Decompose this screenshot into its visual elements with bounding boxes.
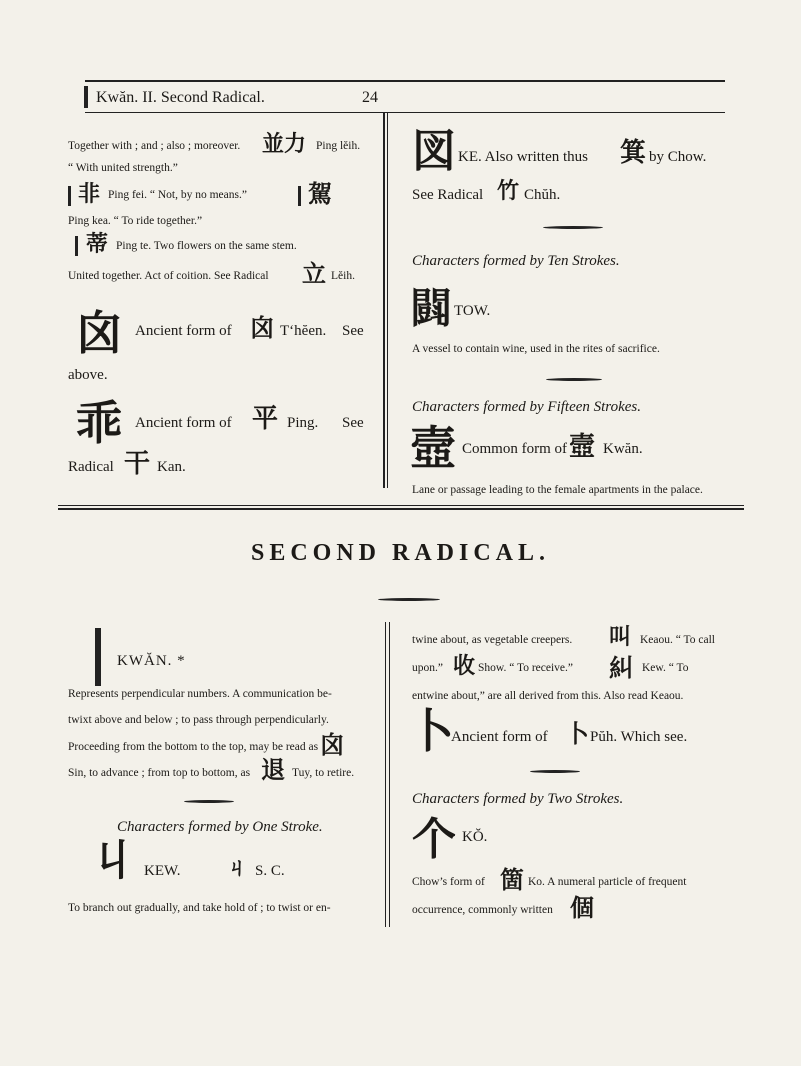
bl-p2: twixt above and below ; to pass through perpendicularly. — [68, 714, 329, 726]
br-l1-reading: Keaou. “ To call — [640, 634, 715, 646]
tr-section2-heading: Characters formed by Fifteen Strokes. — [412, 399, 641, 415]
bl-entry-reading2: S. C. — [255, 863, 285, 879]
bl-section-heading: Characters formed by One Stroke. — [117, 819, 323, 835]
tl-entry2-text: Ancient form of — [135, 415, 232, 431]
tl-line4: Ping kea. “ To ride together.” — [68, 215, 203, 227]
bl-p3-char: 囟 — [320, 731, 344, 759]
br-l2-reading: Kew. “ To — [642, 662, 689, 674]
tl-radical-stroke-3 — [75, 236, 78, 256]
br-entry2-text: Chow’s form of — [412, 876, 485, 888]
header-top-rule — [85, 80, 725, 82]
page-number: 24 — [362, 89, 378, 106]
tl-entry1-reading: T‘hĕen. — [280, 323, 327, 339]
column-divider-top-2 — [387, 113, 388, 488]
tl-entry1-see: See — [342, 323, 364, 339]
tl-radical-stroke-2 — [298, 186, 301, 206]
tr-ornament-2 — [546, 378, 602, 381]
bl-p4-reading: Tuy, to retire. — [292, 767, 355, 779]
tr-section1-heading: Characters formed by Ten Strokes. — [412, 253, 620, 269]
bl-entry-char2: ㄐ — [226, 856, 249, 881]
bl-p4-char: 退 — [261, 756, 285, 784]
tr-entry1-char2: 箕 — [620, 138, 647, 168]
tl-line2: “ With united strength.” — [68, 162, 178, 174]
br-l2-char2: 糾 — [609, 654, 633, 682]
bl-p3: Proceeding from the bottom to the top, may be read as — [68, 741, 319, 753]
tr-entry3-reading: Kwăn. — [603, 441, 643, 457]
tl-entry2-reading: Ping. — [287, 415, 319, 431]
column-divider-top — [383, 113, 385, 488]
tl-entry2-char3: 干 — [124, 449, 151, 479]
tl-line6-char: 立 — [302, 260, 326, 288]
main-heading-ornament — [378, 598, 440, 601]
tl-entry2-char: 乖 — [76, 396, 122, 450]
br-entry2-char2: 箇 — [500, 866, 524, 894]
tl-line1: Together with ; and ; also ; moreover. — [68, 140, 241, 152]
bl-entry-def: To branch out gradually, and take hold of ; to twist or en- — [68, 902, 331, 914]
tl-entry2-cont: Radical — [68, 459, 114, 475]
br-entry1-char2: 卜 — [565, 720, 589, 748]
br-l3: entwine about,” are all derived from this. Also read Keaou. — [412, 690, 684, 702]
tr-entry3-char: 壼 — [410, 421, 456, 475]
br-entry2-char3: 個 — [570, 894, 594, 922]
tr-entry1-text: KE. Also written thus — [458, 149, 588, 165]
tl-radical-stroke-1 — [68, 186, 71, 206]
tr-entry2-char: 𨶜 — [410, 284, 453, 333]
column-divider-bottom-2 — [389, 622, 390, 927]
br-entry1-char: 卜 — [408, 704, 454, 758]
tl-line1-chars: 並力 — [262, 132, 307, 157]
header-left-bar — [84, 86, 88, 108]
tl-line3-char: 非 — [78, 182, 101, 207]
bl-entry-reading: KEW. — [144, 863, 181, 879]
tl-entry1-char2: 囟 — [250, 314, 274, 342]
bl-p1: Represents perpendicular numbers. A communication be- — [68, 688, 332, 700]
tr-entry3-def: Lane or passage leading to the female apartments in the palace. — [412, 484, 703, 496]
section-separator-1 — [58, 505, 744, 506]
tl-entry1-text: Ancient form of — [135, 323, 232, 339]
main-heading: SECOND RADICAL. — [250, 540, 551, 566]
tl-line3-text: Ping fei. “ Not, by no means.” — [108, 189, 247, 201]
tl-line6-reading: Lĕih. — [331, 270, 355, 282]
tr-entry2-def: A vessel to contain wine, used in the rites of sacrifice. — [412, 343, 660, 355]
tr-line2-char: 竹 — [497, 179, 520, 204]
tl-entry2-char2: 平 — [252, 404, 279, 434]
bl-radical-stroke — [95, 628, 101, 686]
tr-entry3-char2: 壼 — [569, 432, 596, 462]
br-entry2-text2: Ko. A numeral particle of frequent — [528, 876, 687, 888]
header-bottom-rule — [85, 112, 725, 113]
tl-entry2-see: See — [342, 415, 364, 431]
section-separator-2 — [58, 508, 744, 510]
bl-entry-char: 丩 — [92, 836, 135, 885]
tl-line5-char: 蒂 — [86, 232, 109, 257]
br-entry2-char: 个 — [412, 814, 456, 865]
tr-entry2-reading: TOW. — [454, 303, 491, 319]
tr-entry1-text2: by Chow. — [649, 149, 707, 165]
br-section-heading: Characters formed by Two Strokes. — [412, 791, 624, 807]
tl-line6: United together. Act of coition. See Radical — [68, 270, 269, 282]
br-entry1-reading: Pŭh. Which see. — [590, 729, 688, 745]
tr-line2-reading: Chŭh. — [524, 187, 561, 203]
br-l1-char: 叫 — [609, 625, 632, 650]
br-l2-text: Show. “ To receive.” — [478, 662, 573, 674]
br-l1: twine about, as vegetable creepers. — [412, 634, 573, 646]
br-ornament — [530, 770, 580, 773]
tl-entry1-cont: above. — [68, 367, 108, 383]
br-entry2-reading: KŎ. — [462, 829, 488, 845]
tr-line2-text: See Radical — [412, 187, 484, 203]
tl-line5-text: Ping te. Two flowers on the same stem. — [116, 240, 297, 252]
tr-entry1-char: 図 — [412, 126, 456, 177]
tl-line1-reading: Ping lĕih. — [316, 140, 361, 152]
bl-ornament — [184, 800, 234, 803]
bl-radical-name: KWĂN. * — [117, 653, 186, 669]
tl-entry1-char: 囟 — [76, 306, 122, 360]
tl-entry2-cont2: Kan. — [157, 459, 186, 475]
br-entry2-cont: occurrence, commonly written — [412, 904, 553, 916]
column-divider-bottom — [385, 622, 386, 927]
tl-line3-char2: 駕 — [308, 180, 332, 208]
bl-p4: Sin, to advance ; from top to bottom, as — [68, 767, 251, 779]
br-l2-char: 收 — [453, 654, 476, 679]
br-entry1-text: Ancient form of — [451, 729, 548, 745]
tr-ornament-1 — [543, 226, 603, 229]
tr-entry3-text: Common form of — [462, 441, 567, 457]
br-l2: upon.” — [412, 662, 443, 674]
running-title: Kwăn. II. Second Radical. — [96, 89, 265, 106]
